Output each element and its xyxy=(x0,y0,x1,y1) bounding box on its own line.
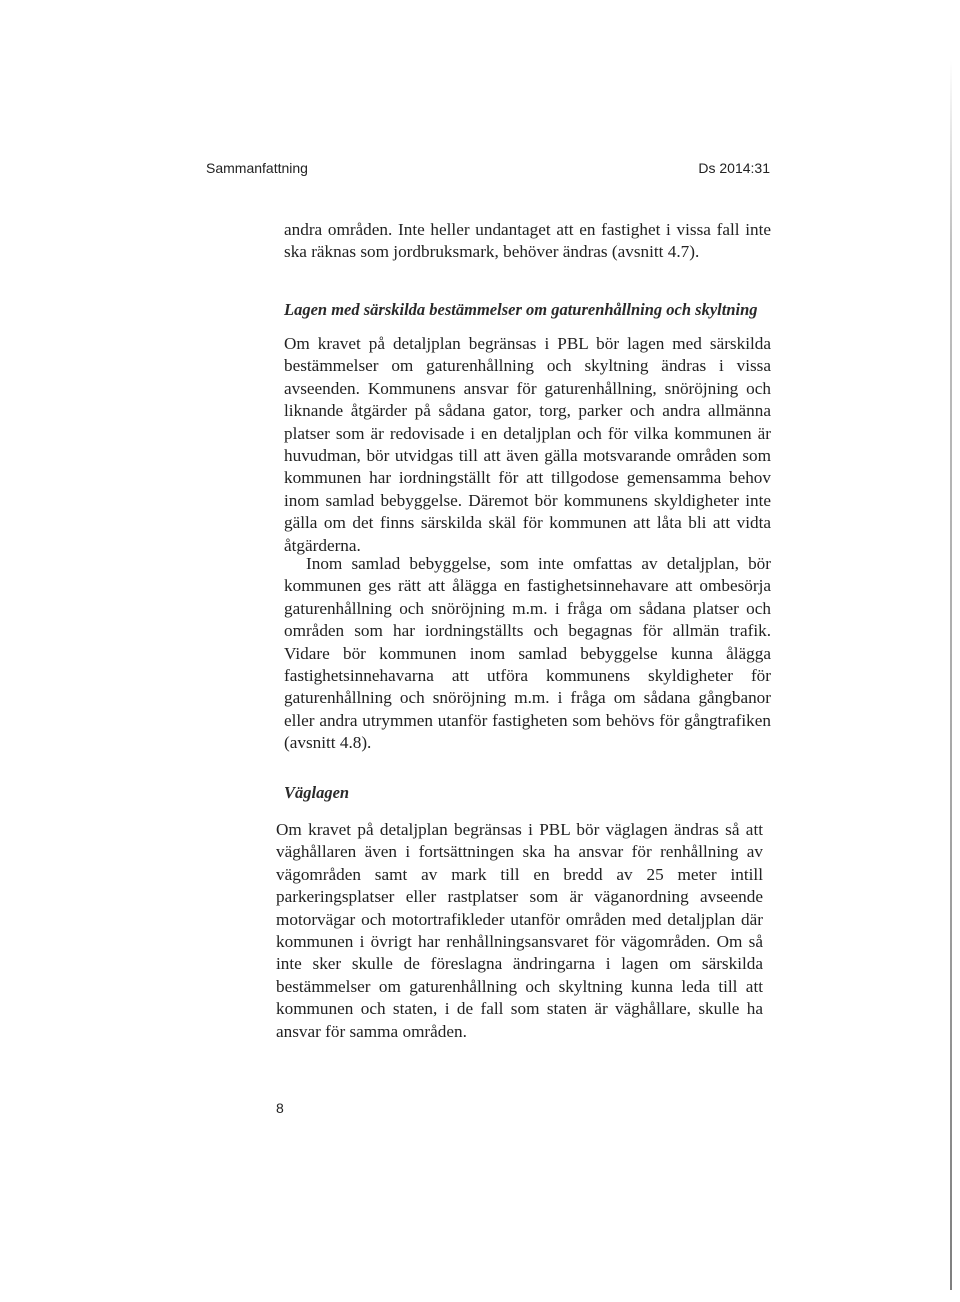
section1-paragraph-2: Inom samlad bebyggelse, som inte omfattas av detaljplan, bör kommunen ges rätt att ålägga en fastighetsinnehavare att ombesörja gaturenhållning och snöröjning m.m. i fråga om sådana platser och områden som har iordningställts och begagnas för allmän trafik. Vidare bör kommunen inom samlad bebyggelse kunna ålägga fastighetsinnehavarna att utföra kommunens skyldigheter för gaturenhållning och snöröjning m.m. i fråga om sådana gångbanor eller andra utrymmen utanför fastigheten som behövs för gångtrafiken (avsnitt 4.8). xyxy=(284,554,771,753)
scan-edge-shadow xyxy=(950,60,952,1290)
continuation-paragraph: andra områden. Inte heller undantaget att en fastighet i vissa fall inte ska räknas som jordbruksmark, behöver ändras (avsnitt 4.7). xyxy=(284,220,771,262)
document-id: Ds 2014:31 xyxy=(698,160,770,176)
section2-paragraph-1: Om kravet på detaljplan begränsas i PBL bör väglagen ändras så att väghållaren även i fortsättningen ska ha ansvar för renhållning av vägområden samt av mark till en bredd av 25 meter intill parkeringsplatser eller rastplatser som är väganordning avseende motorvägar och motortrafikleder utanför områden med detaljplan där kommunen i övrigt har renhållningsansvaret för vägområden. Om så inte sker skulle de föreslagna ändringarna i lagen om särskilda bestämmelser om gaturenhållning och skyltning kunna leda till att kommunen och staten, i de fall som staten är väghållare, skulle ha ansvar för samma områden. xyxy=(276,820,763,1041)
section-heading-gaturenhallning: Lagen med särskilda bestämmelser om gaturenhållning och skyltning xyxy=(284,300,758,319)
page-number: 8 xyxy=(276,1100,284,1116)
section-heading-vaglagen: Väglagen xyxy=(284,783,350,802)
section1-paragraph-1: Om kravet på detaljplan begränsas i PBL bör lagen med särskilda bestämmelser om gaturenhållning och skyltning ändras i vissa avseenden. Kommunens ansvar för gaturenhållning, snöröjning och liknande åtgärder på sådana gator, torg, parker och andra allmänna platser som är redovisade i en detaljplan och för vilka kommunen är huvudman, bör utvidgas till att även gälla motsvarande områden som kommunen har iordningställt för att tillgodose gemensamma behov inom samlad bebyggelse. Däremot bör kommunens skyldigheter inte gälla om det finns särskilda skäl för kommunen att låta bli att vidta åtgärderna. xyxy=(284,334,771,555)
section-title: Sammanfattning xyxy=(206,160,308,176)
